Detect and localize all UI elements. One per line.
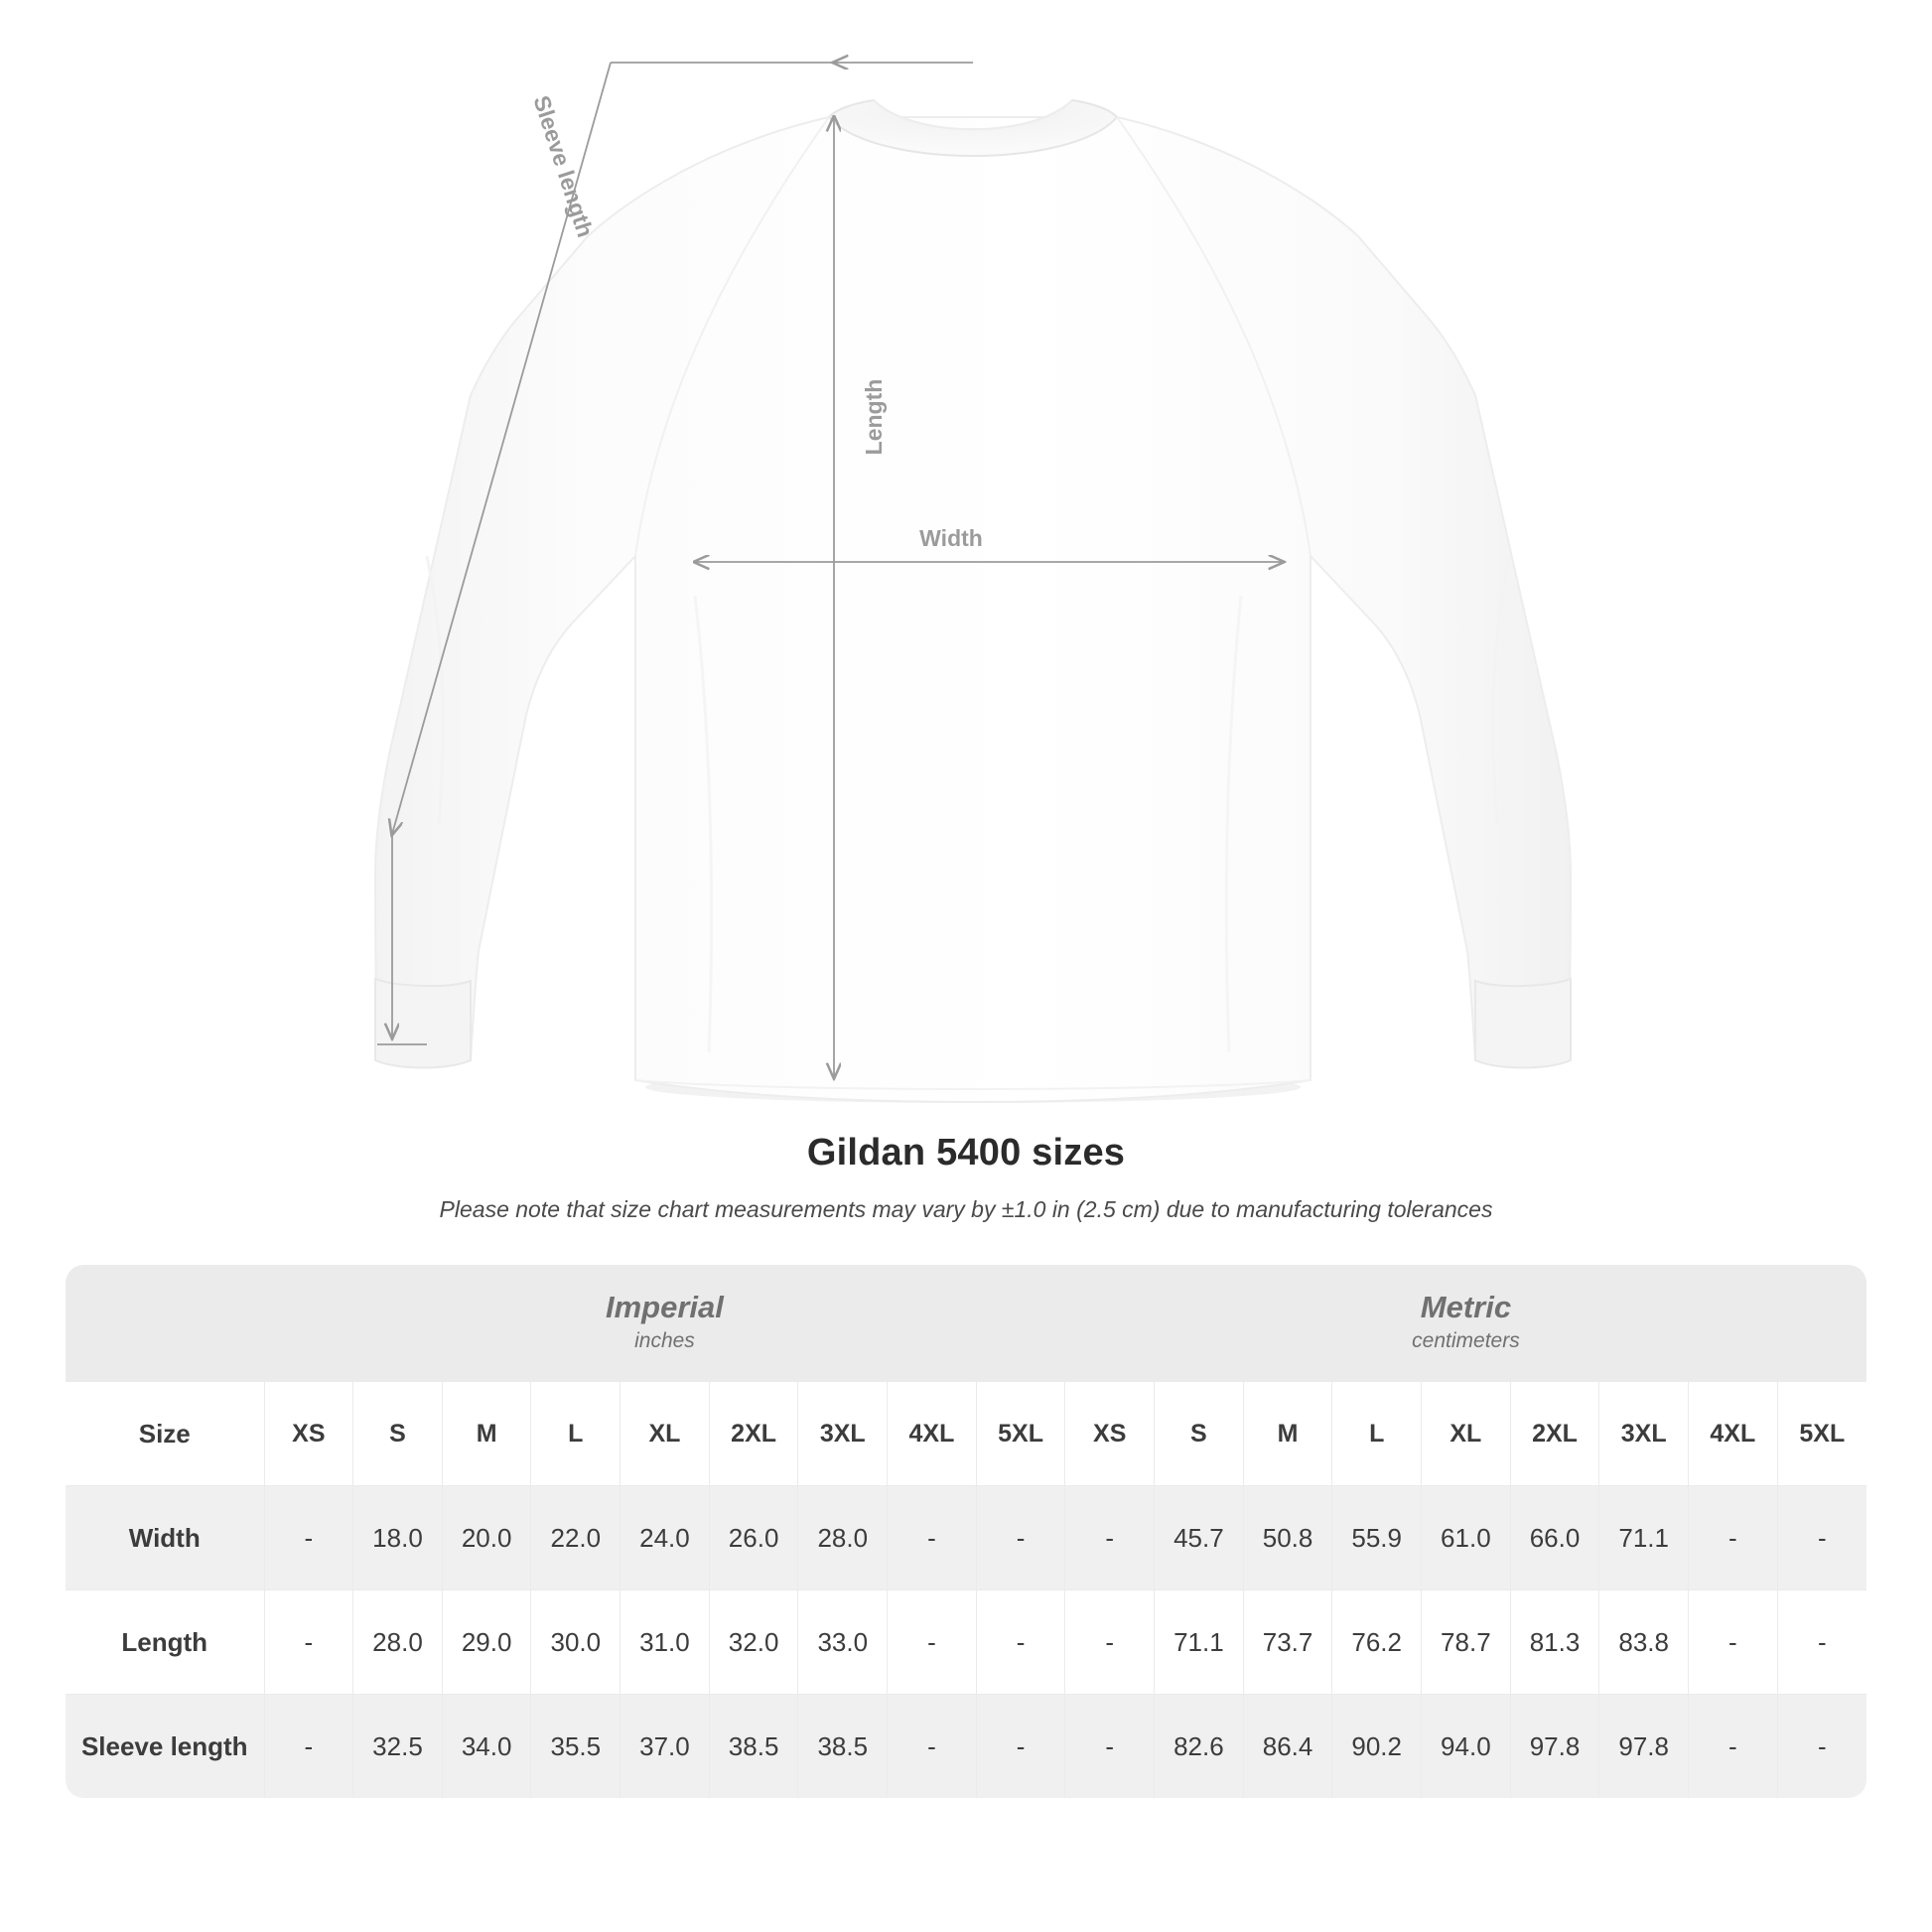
length-imperial-3xl: 33.0 bbox=[798, 1590, 888, 1695]
unit-metric bbox=[1065, 1265, 1866, 1382]
size-table bbox=[66, 1265, 1866, 1798]
units-row bbox=[66, 1265, 1866, 1382]
unit-metric-name: Metric bbox=[1420, 1290, 1512, 1325]
width-imperial-xl: 24.0 bbox=[621, 1486, 710, 1590]
sleeve-metric-l: 90.2 bbox=[1332, 1695, 1422, 1799]
width-imperial-5xl: - bbox=[976, 1486, 1065, 1590]
header-size: Size bbox=[66, 1382, 264, 1486]
header-imperial-l: L bbox=[531, 1382, 621, 1486]
sleeve-metric-5xl: - bbox=[1777, 1695, 1866, 1799]
unit-imperial bbox=[264, 1265, 1065, 1382]
header-imperial-4xl: 4XL bbox=[888, 1382, 977, 1486]
row-label-length: Length bbox=[66, 1590, 264, 1695]
width-imperial-s: 18.0 bbox=[353, 1486, 443, 1590]
sleeve-imperial-l: 35.5 bbox=[531, 1695, 621, 1799]
length-metric-4xl: - bbox=[1689, 1590, 1778, 1695]
sleeve-imperial-xl: 37.0 bbox=[621, 1695, 710, 1799]
sleeve-imperial-5xl: - bbox=[976, 1695, 1065, 1799]
sleeve-metric-s: 82.6 bbox=[1155, 1695, 1244, 1799]
width-metric-3xl: 71.1 bbox=[1599, 1486, 1689, 1590]
width-metric-5xl: - bbox=[1777, 1486, 1866, 1590]
header-metric-5xl: 5XL bbox=[1777, 1382, 1866, 1486]
length-imperial-2xl: 32.0 bbox=[709, 1590, 798, 1695]
sleeve-imperial-m: 34.0 bbox=[442, 1695, 531, 1799]
width-metric-4xl: - bbox=[1689, 1486, 1778, 1590]
sleeve-metric-xs: - bbox=[1065, 1695, 1155, 1799]
header-imperial-3xl: 3XL bbox=[798, 1382, 888, 1486]
sleeve-metric-xl: 94.0 bbox=[1422, 1695, 1511, 1799]
width-imperial-m: 20.0 bbox=[442, 1486, 531, 1590]
length-metric-5xl: - bbox=[1777, 1590, 1866, 1695]
length-metric-m: 73.7 bbox=[1243, 1590, 1332, 1695]
table-row bbox=[66, 1486, 1866, 1590]
sleeve-metric-3xl: 97.8 bbox=[1599, 1695, 1689, 1799]
width-metric-xl: 61.0 bbox=[1422, 1486, 1511, 1590]
sleeve-imperial-2xl: 38.5 bbox=[709, 1695, 798, 1799]
length-label: Length bbox=[861, 378, 887, 456]
length-imperial-4xl: - bbox=[888, 1590, 977, 1695]
width-metric-xs: - bbox=[1065, 1486, 1155, 1590]
header-metric-s: S bbox=[1155, 1382, 1244, 1486]
length-metric-s: 71.1 bbox=[1155, 1590, 1244, 1695]
long-sleeve-shirt bbox=[375, 100, 1571, 1102]
sleeve-metric-4xl: - bbox=[1689, 1695, 1778, 1799]
row-label-width: Width bbox=[66, 1486, 264, 1590]
length-imperial-xs: - bbox=[264, 1590, 353, 1695]
width-metric-l: 55.9 bbox=[1332, 1486, 1422, 1590]
tolerance-note: Please note that size chart measurements may vary by ±1.0 in (2.5 cm) due to manufacturing tolerances bbox=[439, 1196, 1493, 1222]
length-imperial-s: 28.0 bbox=[353, 1590, 443, 1695]
header-imperial-5xl: 5XL bbox=[976, 1382, 1065, 1486]
unit-metric-sub: centimeters bbox=[1412, 1329, 1520, 1353]
length-metric-xl: 78.7 bbox=[1422, 1590, 1511, 1695]
width-imperial-xs: - bbox=[264, 1486, 353, 1590]
width-metric-2xl: 66.0 bbox=[1510, 1486, 1599, 1590]
table-row bbox=[66, 1695, 1866, 1799]
width-imperial-4xl: - bbox=[888, 1486, 977, 1590]
length-imperial-m: 29.0 bbox=[442, 1590, 531, 1695]
width-imperial-2xl: 26.0 bbox=[709, 1486, 798, 1590]
sleeve-length-label: Sleeve length bbox=[528, 91, 599, 241]
width-metric-m: 50.8 bbox=[1243, 1486, 1332, 1590]
sleeve-imperial-xs: - bbox=[264, 1695, 353, 1799]
units-spacer bbox=[66, 1265, 264, 1382]
sleeve-imperial-s: 32.5 bbox=[353, 1695, 443, 1799]
table-row bbox=[66, 1590, 1866, 1695]
sleeve-metric-2xl: 97.8 bbox=[1510, 1695, 1599, 1799]
header-metric-2xl: 2XL bbox=[1510, 1382, 1599, 1486]
length-metric-2xl: 81.3 bbox=[1510, 1590, 1599, 1695]
row-label-sleeve-length: Sleeve length bbox=[66, 1695, 264, 1799]
length-metric-xs: - bbox=[1065, 1590, 1155, 1695]
page-title: Gildan 5400 sizes bbox=[806, 1132, 1126, 1173]
header-imperial-xl: XL bbox=[621, 1382, 710, 1486]
width-label: Width bbox=[919, 525, 983, 551]
size-header-row bbox=[66, 1382, 1866, 1486]
header-metric-xl: XL bbox=[1422, 1382, 1511, 1486]
header-metric-4xl: 4XL bbox=[1689, 1382, 1778, 1486]
unit-imperial-name: Imperial bbox=[606, 1290, 724, 1325]
width-metric-s: 45.7 bbox=[1155, 1486, 1244, 1590]
sleeve-metric-m: 86.4 bbox=[1243, 1695, 1332, 1799]
header-imperial-s: S bbox=[353, 1382, 443, 1486]
header-imperial-2xl: 2XL bbox=[709, 1382, 798, 1486]
header-metric-xs: XS bbox=[1065, 1382, 1155, 1486]
length-metric-3xl: 83.8 bbox=[1599, 1590, 1689, 1695]
size-table-wrapper bbox=[66, 1265, 1866, 1798]
width-imperial-3xl: 28.0 bbox=[798, 1486, 888, 1590]
header-metric-l: L bbox=[1332, 1382, 1422, 1486]
length-imperial-xl: 31.0 bbox=[621, 1590, 710, 1695]
unit-imperial-sub: inches bbox=[634, 1329, 695, 1353]
header-metric-3xl: 3XL bbox=[1599, 1382, 1689, 1486]
header-imperial-m: M bbox=[442, 1382, 531, 1486]
width-imperial-l: 22.0 bbox=[531, 1486, 621, 1590]
length-imperial-l: 30.0 bbox=[531, 1590, 621, 1695]
sleeve-imperial-3xl: 38.5 bbox=[798, 1695, 888, 1799]
header-metric-m: M bbox=[1243, 1382, 1332, 1486]
sleeve-imperial-4xl: - bbox=[888, 1695, 977, 1799]
length-metric-l: 76.2 bbox=[1332, 1590, 1422, 1695]
length-imperial-5xl: - bbox=[976, 1590, 1065, 1695]
header-imperial-xs: XS bbox=[264, 1382, 353, 1486]
